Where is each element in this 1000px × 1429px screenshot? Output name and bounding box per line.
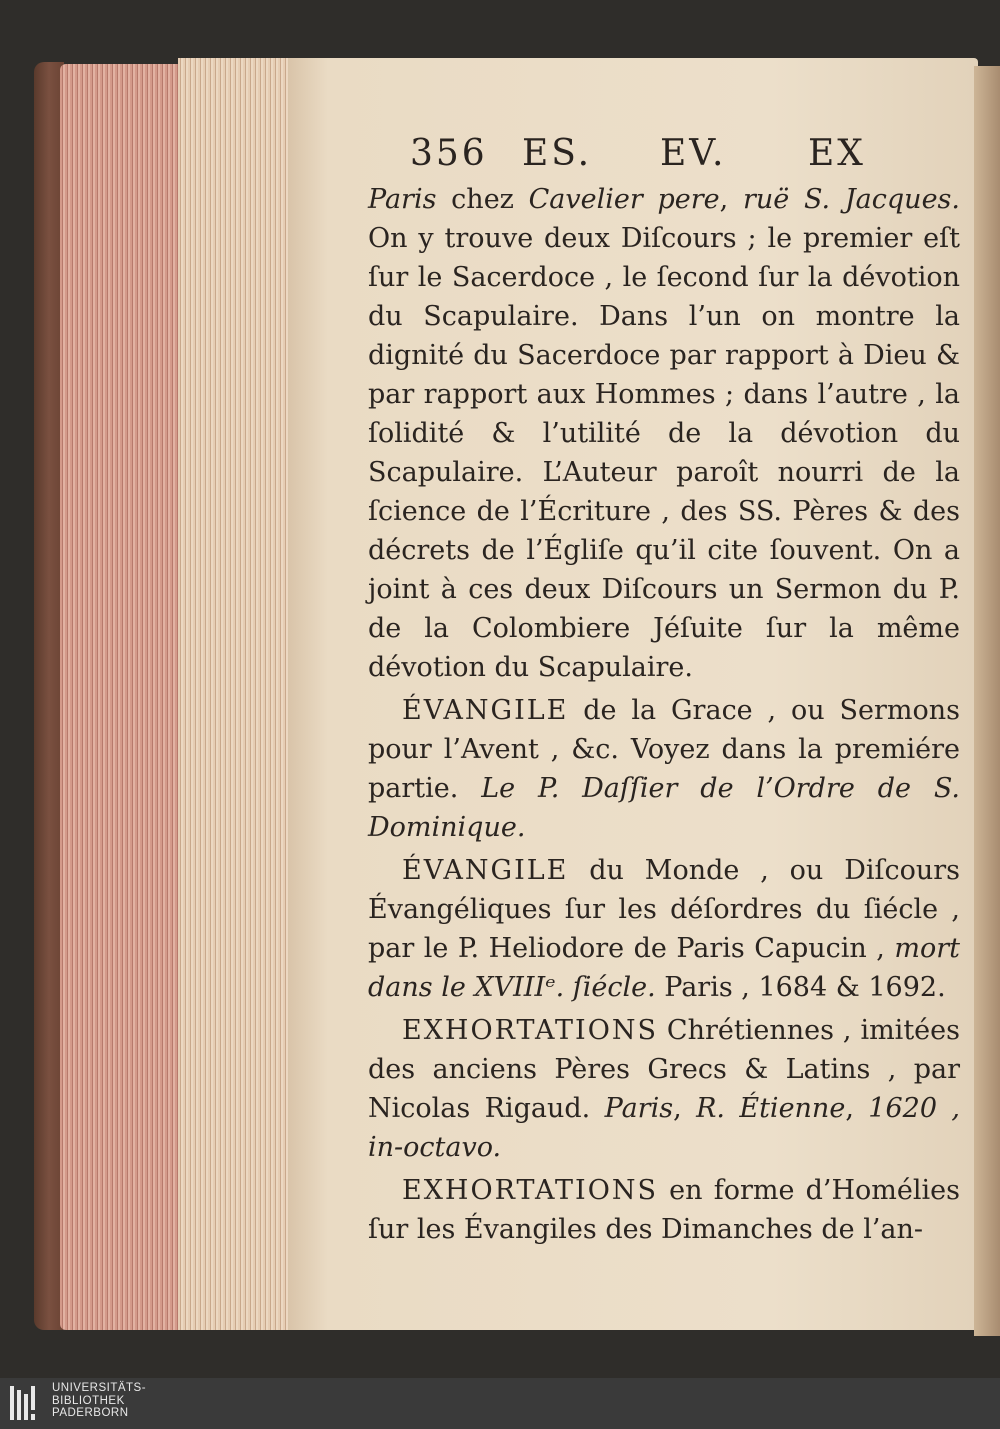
italic-text: mort dans le XVIIIᵉ. ſiécle.: [368, 933, 960, 1003]
library-logo-icon: [8, 1384, 44, 1422]
library-name-line3: PADERBORN: [52, 1407, 129, 1419]
italic-text: R. Étienne: [696, 1093, 846, 1124]
body-text: ,: [719, 184, 743, 215]
page-block-edges: [178, 58, 300, 1330]
body-text: ,: [845, 1093, 869, 1124]
paragraph-p1: [368, 180, 960, 687]
italic-text: Cavelier pere: [528, 184, 720, 215]
body-text: de la Grace , ou Sermons pour l’Avent , &c. Voyez dans la premiére partie.: [368, 695, 960, 804]
italic-text: Le P. Daſſier de l’Ordre de S. Dominique.: [368, 773, 960, 843]
italic-text: Paris: [604, 1093, 674, 1124]
page-number: 356: [410, 133, 488, 174]
entry-headword: EXHORTATIONS: [402, 1015, 658, 1046]
body-text: chez: [436, 184, 529, 215]
body-text: ,: [673, 1093, 697, 1124]
paragraph-p3: [368, 851, 960, 1007]
library-logo-text: [52, 1382, 146, 1420]
italic-text: Paris: [368, 184, 437, 215]
running-head-es: ES.: [522, 133, 593, 174]
entry-headword: ÉVANGILE: [402, 855, 569, 886]
facing-page-edge: [974, 66, 1000, 1336]
paragraph-p4: [368, 1011, 960, 1167]
paragraph-p2: [368, 691, 960, 847]
body-text: du Monde , ou Diſcours Évangéliques ſur les déſordres du ſiécle , par le P. Heliodore de Paris Capucin ,: [368, 855, 960, 964]
library-name-line2: BIBLIOTHEK: [52, 1394, 125, 1407]
body-text: Chrétiennes , imitées des anciens Pères Grecs & Latins , par Nicolas Rigaud.: [368, 1015, 960, 1124]
paragraph-p5: [368, 1171, 960, 1249]
running-head: [410, 133, 880, 177]
entry-headword: ÉVANGILE: [402, 695, 569, 726]
italic-text: 1620 , in-octavo.: [368, 1093, 960, 1163]
italic-text: ruë S. Jacques.: [743, 184, 960, 215]
running-head-ex: EX: [808, 133, 866, 174]
entry-headword: EXHORTATIONS: [402, 1175, 658, 1206]
body-text: Paris , 1684 & 1692.: [655, 972, 946, 1003]
library-name-line1: UNIVERSITÄTS-: [52, 1382, 147, 1394]
running-head-ev: EV.: [660, 133, 727, 174]
body-text: On y trouve deux Diſcours ; le premier eſt ſur le Sacerdoce , le ſecond ſur la dévotion du Scapulaire. Dans l’un on montre la dignité du Sacerdoce par rapport à Dieu & par rapport aux Hommes ; dans l’autre , la ſolidité & l’utilité de la dévotion du Scapulaire. L’Auteur paroît nourri de la ſcience de l’Écriture , des SS. Pères & des décrets de l’Égliſe qu’il cite ſouvent. On a joint à ces deux Diſcours un Sermon du P. de la Colombiere Jéſuite ſur la même dévotion du Scapulaire.: [368, 223, 960, 683]
library-footer-bar: [0, 1378, 1000, 1429]
body-text: en forme d’Homélies ſur les Évangiles des Dimanches de l’an-: [368, 1175, 960, 1245]
page-body-text: [368, 180, 960, 1249]
